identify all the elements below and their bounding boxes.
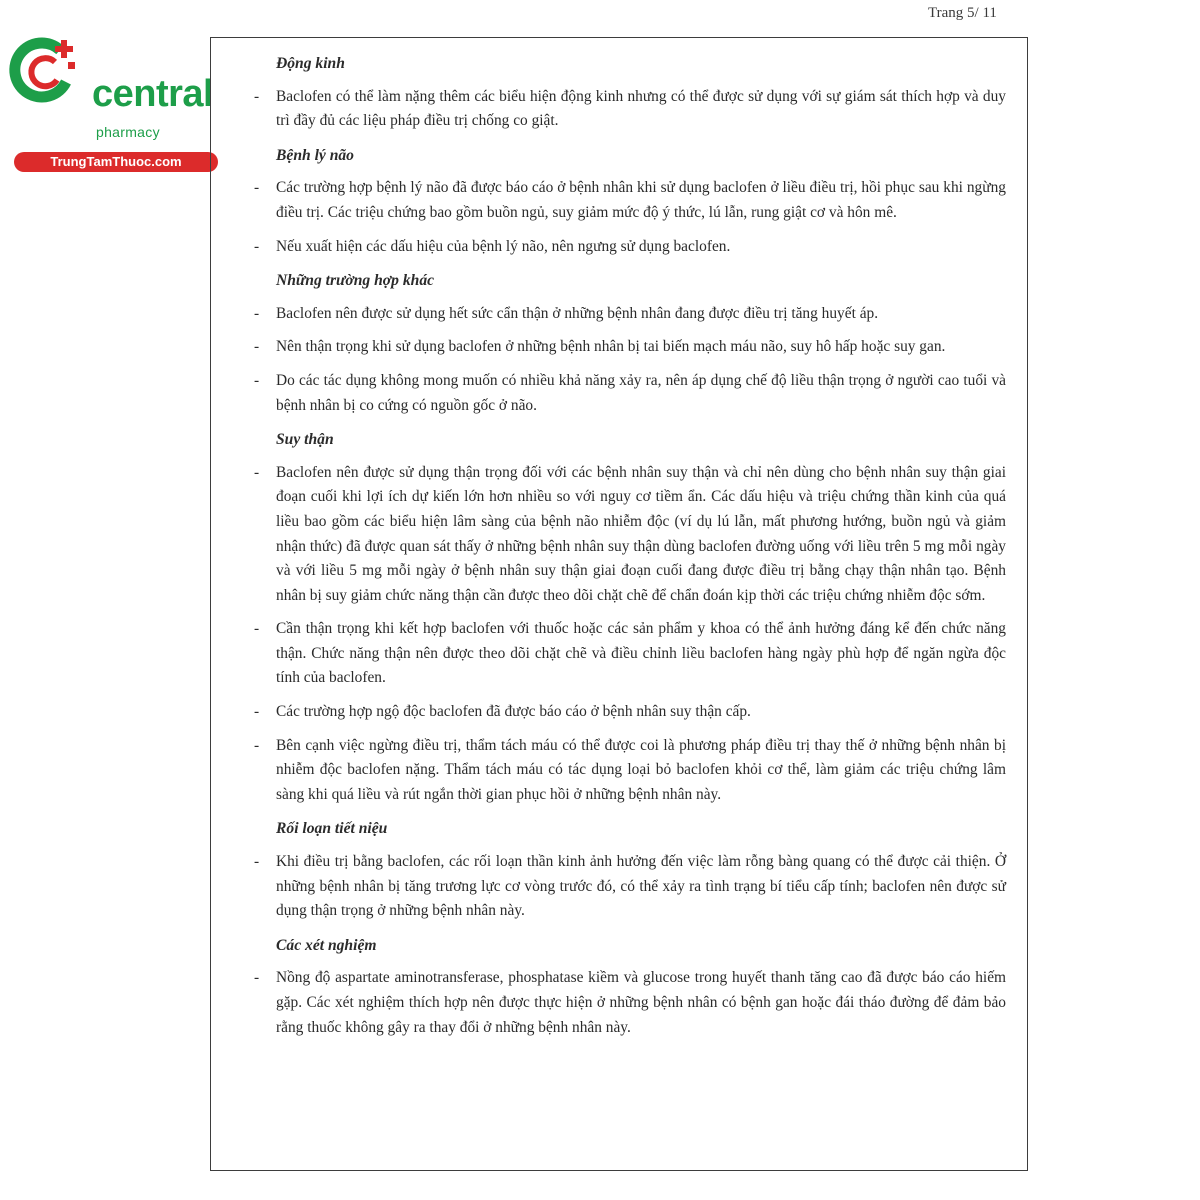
bullet-item (254, 369, 1006, 418)
bullet-item (254, 235, 1006, 260)
dash-bullet-icon: - (254, 463, 260, 481)
bullet-text: Các trường hợp ngộ độc baclofen đã được báo cáo ở bệnh nhân suy thận cấp. (276, 703, 751, 721)
bullet-text: Baclofen nên được sử dụng thận trọng đối với các bệnh nhân suy thận và chỉ nên dùng cho bệnh nhân suy thận giai đoạn cuối khi lợi ích dự kiến lớn hơn nhiều so với nguy cơ tiềm ẩn. Các dấu hiệu và triệu chứng thần kinh của quá liều bao gồm các biểu hiện lâm sàng của bệnh não nhiễm độc (ví dụ lú lẫn, mất phương hướng, buồn ngủ và giảm nhận thức) đã được quan sát thấy ở những bệnh nhân suy thận dùng baclofen đường uống với liều trên 5 mg mỗi ngày và với liều 5 mg mỗi ngày ở bệnh nhân suy thận giai đoạn cuối đang được điều trị bằng chạy thận nhân tạo. Bệnh nhân bị suy giảm chức năng thận cần được theo dõi chặt chẽ để chẩn đoán kịp thời các triệu chứng nhiễm độc sớm. (276, 463, 1006, 604)
section-heading: Những trường hợp khác (276, 272, 435, 290)
dash-bullet-icon: - (254, 371, 260, 389)
dash-bullet-icon: - (254, 179, 260, 197)
bullet-text: Nếu xuất hiện các dấu hiệu của bệnh lý não, nên ngưng sử dụng baclofen. (276, 237, 731, 255)
dash-bullet-icon: - (254, 703, 260, 721)
logo-mark-icon (8, 36, 78, 106)
document-body (254, 52, 1006, 1049)
bullet-text: Khi điều trị bằng baclofen, các rối loạn thần kinh ảnh hưởng đến việc làm rỗng bàng quang có thể được cải thiện. Ở những bệnh nhân bị tăng trương lực cơ vòng trước đó, có thể xảy ra tình trạng bí tiểu cấp tính; baclofen nên được sử dụng thận trọng ở những bệnh nhân này. (276, 853, 1006, 920)
dash-bullet-icon: - (254, 87, 260, 105)
bullet-text: Baclofen có thể làm nặng thêm các biểu hiện động kinh nhưng có thể được sử dụng với sự giám sát thích hợp và duy trì đầy đủ các liệu pháp điều trị chống co giật. (276, 87, 1006, 130)
dash-bullet-icon: - (254, 969, 260, 987)
bullet-item (254, 966, 1006, 1040)
bullet-text: Nên thận trọng khi sử dụng baclofen ở những bệnh nhân bị tai biến mạch máu não, suy hô hấp hoặc suy gan. (276, 338, 946, 356)
bullet-item (254, 734, 1006, 808)
bullet-text: Baclofen nên được sử dụng hết sức cẩn thận ở những bệnh nhân đang được điều trị tăng huyết áp. (276, 304, 879, 322)
dash-bullet-icon: - (254, 853, 260, 871)
logo-website[interactable]: TrungTamThuoc.com (14, 152, 218, 172)
bullet-item (254, 85, 1006, 134)
page-number: Trang 5/ 11 (928, 5, 997, 21)
bullet-item (254, 461, 1006, 609)
bullet-item (254, 617, 1006, 691)
bullet-text: Các trường hợp bệnh lý não đã được báo cáo ở bệnh nhân khi sử dụng baclofen ở liều điều trị, hồi phục sau khi ngừng điều trị. Các triệu chứng bao gồm buồn ngủ, suy giảm mức độ ý thức, lú lẫn, rung giật cơ và hôn mê. (276, 179, 1006, 221)
bullet-item (254, 850, 1006, 924)
dash-bullet-icon: - (254, 338, 260, 356)
bullet-item (254, 335, 1006, 360)
dash-bullet-icon: - (254, 237, 260, 255)
logo-name: central (92, 73, 214, 115)
bullet-item (254, 176, 1006, 225)
bullet-text: Nồng độ aspartate aminotransferase, phosphatase kiềm và glucose trong huyết thanh tăng cao đã được báo cáo hiếm gặp. Các xét nghiệm thích hợp nên được thực hiện ở những bệnh nhân có bệnh gan hoặc đái tháo đường để đảm bảo rằng thuốc không gây ra thay đổi ở những bệnh nhân này. (276, 969, 1006, 1036)
bullet-item (254, 302, 1006, 327)
dash-bullet-icon: - (254, 736, 260, 754)
bullet-item (254, 700, 1006, 725)
dash-bullet-icon: - (254, 304, 260, 322)
bullet-text: Do các tác dụng không mong muốn có nhiều khả năng xảy ra, nên áp dụng chế độ liều thận trọng ở người cao tuổi và bệnh nhân bị co cứng có nguồn gốc ở não. (276, 371, 1006, 414)
section-heading: Các xét nghiệm (276, 936, 377, 954)
dash-bullet-icon: - (254, 620, 260, 638)
bullet-text: Bên cạnh việc ngừng điều trị, thẩm tách máu có thể được coi là phương pháp điều trị thay thế ở những bệnh nhân bị nhiễm độc baclofen nặng. Thẩm tách máu có tác dụng loại bỏ baclofen khỏi cơ thể, làm giảm các triệu chứng lâm sàng khi quá liều và rút ngắn thời gian phục hồi ở những bệnh nhân này. (276, 736, 1006, 803)
logo-subtitle: pharmacy (96, 124, 160, 140)
section-heading: Động kinh (276, 55, 345, 72)
bullet-text: Cần thận trọng khi kết hợp baclofen với thuốc hoặc các sản phẩm y khoa có thể ảnh hưởng đáng kể đến chức năng thận. Chức năng thận nên được theo dõi chặt chẽ và điều chỉnh liều baclofen hàng ngày phù hợp để ngăn ngừa độc tính của baclofen. (276, 620, 1006, 687)
pharmacy-logo[interactable] (8, 36, 218, 169)
section-heading: Rối loạn tiết niệu (276, 820, 388, 838)
section-heading: Bệnh lý não (276, 146, 354, 164)
section-heading: Suy thận (276, 431, 334, 449)
